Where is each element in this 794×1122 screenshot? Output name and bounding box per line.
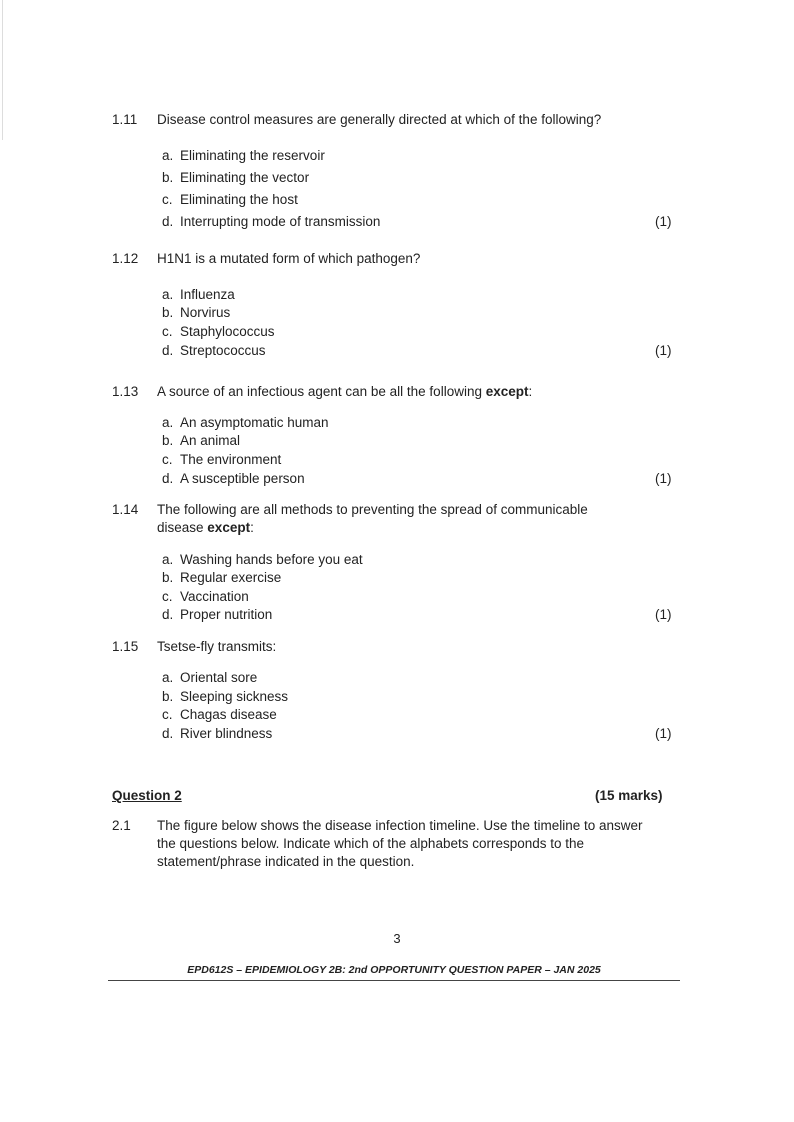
option-text: Chagas disease	[180, 707, 277, 722]
question-text	[157, 383, 532, 401]
option-letter: a.	[162, 552, 174, 567]
option-text: Eliminating the reservoir	[180, 148, 325, 163]
question-text: Disease control measures are generally directed at which of the following?	[157, 112, 602, 127]
question-text-cont: disease	[157, 520, 208, 535]
option-letter: d.	[162, 471, 174, 486]
option-text: Oriental sore	[180, 670, 258, 685]
question-number: 1.14	[112, 502, 139, 517]
marks: (1)	[655, 343, 672, 358]
option-text: An animal	[180, 433, 241, 448]
question-text-main: A source of an infectious agent can be all the following	[157, 384, 486, 399]
colon: :	[250, 520, 254, 535]
footer-rule	[108, 980, 680, 981]
option-letter: c.	[162, 452, 173, 467]
option-letter: a.	[162, 670, 174, 685]
option-text: Eliminating the host	[180, 192, 298, 207]
option-letter: c.	[162, 707, 173, 722]
option-letter: d.	[162, 214, 174, 229]
option-text: Washing hands before you eat	[180, 552, 363, 567]
question-text: The following are all methods to preventing the spread of communicable	[157, 502, 588, 517]
option-letter: b.	[162, 433, 174, 448]
question-text-line2	[157, 519, 254, 537]
option-letter: d.	[162, 607, 174, 622]
option-letter: a.	[162, 148, 174, 163]
option-text: Eliminating the vector	[180, 170, 310, 185]
option-letter: a.	[162, 287, 174, 302]
emphasis: except	[485, 384, 529, 399]
question-number: 2.1	[112, 818, 131, 833]
question-number: 1.11	[112, 112, 138, 127]
marks: (1)	[655, 471, 672, 486]
option-letter: b.	[162, 170, 174, 185]
question-number: 1.12	[112, 251, 139, 266]
question-text: H1N1 is a mutated form of which pathogen?	[157, 251, 421, 266]
option-text: An asymptomatic human	[180, 415, 329, 430]
colon: :	[528, 384, 533, 399]
question-text: the questions below. Indicate which of the alphabets corresponds to the	[157, 836, 585, 851]
option-letter: d.	[162, 343, 174, 358]
option-letter: c.	[162, 192, 173, 207]
option-text: Vaccination	[180, 589, 249, 604]
option-text: Norvirus	[180, 305, 231, 320]
option-text: Streptococcus	[180, 343, 266, 358]
footer: EPD612S – EPIDEMIOLOGY 2B: 2nd OPPORTUNITY QUESTION PAPER – JAN 2025	[187, 964, 601, 976]
question-number: 1.15	[112, 639, 139, 654]
option-letter: b.	[162, 305, 174, 320]
option-text: Influenza	[180, 287, 235, 302]
section-marks: (15 marks)	[595, 788, 663, 803]
marks: (1)	[655, 726, 672, 741]
option-letter: c.	[162, 589, 173, 604]
question-text: The figure below shows the disease infection timeline. Use the timeline to answer	[157, 818, 643, 833]
option-letter: c.	[162, 324, 173, 339]
option-letter: b.	[162, 570, 174, 585]
marks: (1)	[655, 607, 672, 622]
option-text: The environment	[180, 452, 282, 467]
option-text: Interrupting mode of transmission	[180, 214, 381, 229]
option-text: Proper nutrition	[180, 607, 273, 622]
scan-edge	[2, 0, 3, 140]
option-text: Regular exercise	[180, 570, 282, 585]
option-text: A susceptible person	[180, 471, 305, 486]
question-number: 1.13	[112, 384, 139, 399]
marks: (1)	[655, 214, 672, 229]
emphasis: except	[207, 520, 251, 535]
question-text: Tsetse-fly transmits:	[157, 639, 277, 654]
option-text: Sleeping sickness	[180, 689, 289, 704]
option-text: River blindness	[180, 726, 273, 741]
section-heading: Question 2	[112, 788, 182, 803]
page-number: 3	[393, 931, 401, 946]
option-letter: a.	[162, 415, 174, 430]
option-text: Staphylococcus	[180, 324, 275, 339]
option-letter: d.	[162, 726, 174, 741]
question-text: statement/phrase indicated in the question.	[157, 854, 415, 869]
option-letter: b.	[162, 689, 174, 704]
